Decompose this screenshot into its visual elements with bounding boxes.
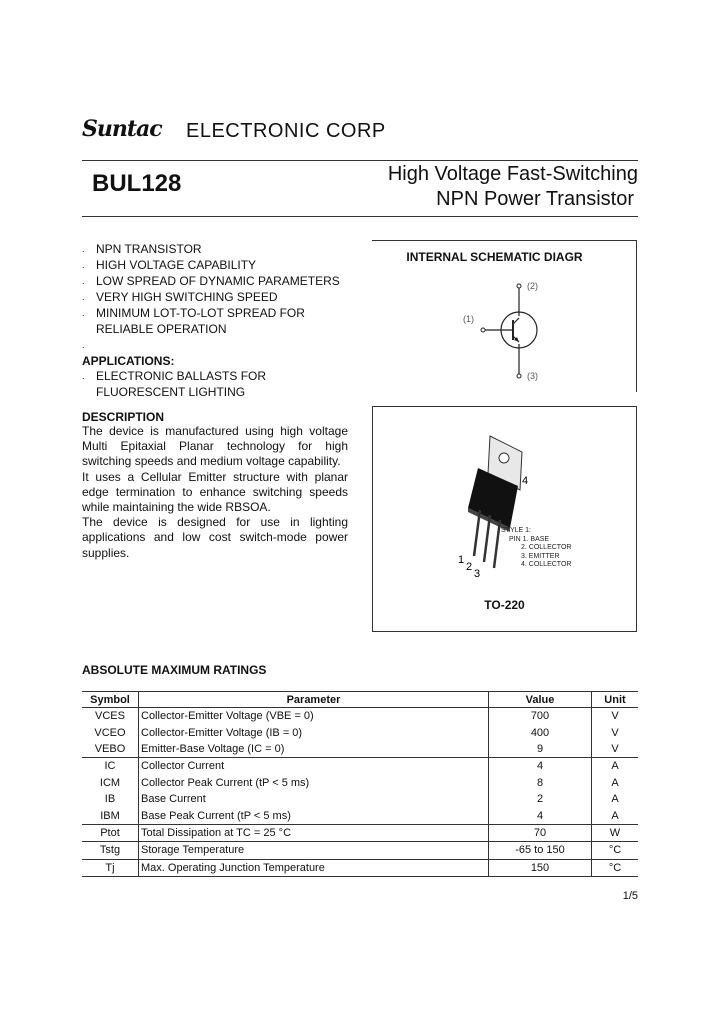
part-number: BUL128 xyxy=(92,170,182,197)
pin-number: 2 xyxy=(466,561,473,573)
applications-heading: APPLICATIONS: xyxy=(82,354,175,368)
list-item: . ELECTRONIC BALLASTS FOR xyxy=(82,369,267,383)
table-row: ICM Collector Peak Current (tP < 5 ms) 8 A xyxy=(82,775,638,791)
ratings-table xyxy=(82,691,638,877)
table-row: VEBO Emitter-Base Voltage (IC = 0) 9 V xyxy=(82,741,638,758)
table-row: VCEO Collector-Emitter Voltage (IB = 0) 400 V xyxy=(82,724,638,740)
pin-number: 3 xyxy=(474,568,481,578)
pinout-item: 4. COLLECTOR xyxy=(521,561,572,568)
title-divider xyxy=(82,216,638,217)
list-item: . VERY HIGH SWITCHING SPEED xyxy=(82,290,278,304)
list-item: RELIABLE OPERATION xyxy=(96,322,227,336)
table-header-row xyxy=(82,692,638,708)
description-paragraph: The device is manufactured using high voltage Multi Epitaxial Planar technology for high switching speeds and medium voltage capability. xyxy=(82,424,348,469)
list-item: . xyxy=(82,340,85,350)
column-header-parameter: Parameter xyxy=(139,692,489,708)
column-header-symbol: Symbol xyxy=(82,692,139,708)
company-name: ELECTRONIC CORP xyxy=(186,120,386,142)
description-body xyxy=(82,424,348,561)
pin-label-collector: (2) xyxy=(527,281,538,291)
pinout-item: PIN 1. BASE xyxy=(509,535,550,543)
table-row: IBM Base Peak Current (tP < 5 ms) 4 A xyxy=(82,807,638,824)
table-row: IC Collector Current 4 A xyxy=(82,758,638,775)
npn-schematic-diagram xyxy=(455,276,565,388)
pinout-legend xyxy=(501,527,571,570)
table-row: Tj Max. Operating Junction Temperature 150 °C xyxy=(82,859,638,876)
list-item: . LOW SPREAD OF DYNAMIC PARAMETERS xyxy=(82,274,340,288)
pinout-item: 2. COLLECTOR xyxy=(521,544,572,551)
product-title-line1: High Voltage Fast-Switching xyxy=(387,163,638,185)
pin-number: 1 xyxy=(458,554,465,566)
column-header-value: Value xyxy=(489,692,592,708)
table-row: Ptot Total Dissipation at TC = 25 °C 70 W xyxy=(82,824,638,841)
table-row: IB Base Current 2 A xyxy=(82,791,638,807)
list-item: . MINIMUM LOT-TO-LOT SPREAD FOR xyxy=(82,306,305,320)
schematic-title: INTERNAL SCHEMATIC DIAGR xyxy=(406,250,583,264)
pin-label-base: (1) xyxy=(463,314,474,324)
description-paragraph: It uses a Cellular Emitter structure with planar edge termination to enhance switching speeds while maintaining the wide RBSOA. xyxy=(82,469,348,515)
table-row: Tstg Storage Temperature -65 to 150 °C xyxy=(82,842,638,859)
pin-label-emitter: (3) xyxy=(527,371,538,381)
company-logo: Suntac xyxy=(82,116,162,142)
column-header-unit: Unit xyxy=(592,692,639,708)
ratings-title: ABSOLUTE MAXIMUM RATINGS xyxy=(82,663,267,677)
pin-number: 4 xyxy=(522,475,529,487)
product-title-line2: NPN Power Transistor xyxy=(436,188,634,210)
pinout-item: 3. EMITTER xyxy=(521,552,560,560)
list-item: . HIGH VOLTAGE CAPABILITY xyxy=(82,258,257,272)
applications-list xyxy=(82,368,266,400)
description-paragraph: The device is designed for use in lighting applications and low cost switch-mode power supplies. xyxy=(82,515,348,560)
package-label: TO-220 xyxy=(484,598,525,612)
description-heading: DESCRIPTION xyxy=(82,410,165,424)
feature-list xyxy=(82,241,340,353)
table-row: VCES Collector-Emitter Voltage (VBE = 0) 700 V xyxy=(82,708,638,725)
header-divider xyxy=(82,160,638,161)
list-item: FLUORESCENT LIGHTING xyxy=(96,385,246,399)
list-item: . NPN TRANSISTOR xyxy=(82,242,202,256)
pinout-title: STYLE 1: xyxy=(501,527,531,534)
page-number: 1/5 xyxy=(622,890,638,902)
